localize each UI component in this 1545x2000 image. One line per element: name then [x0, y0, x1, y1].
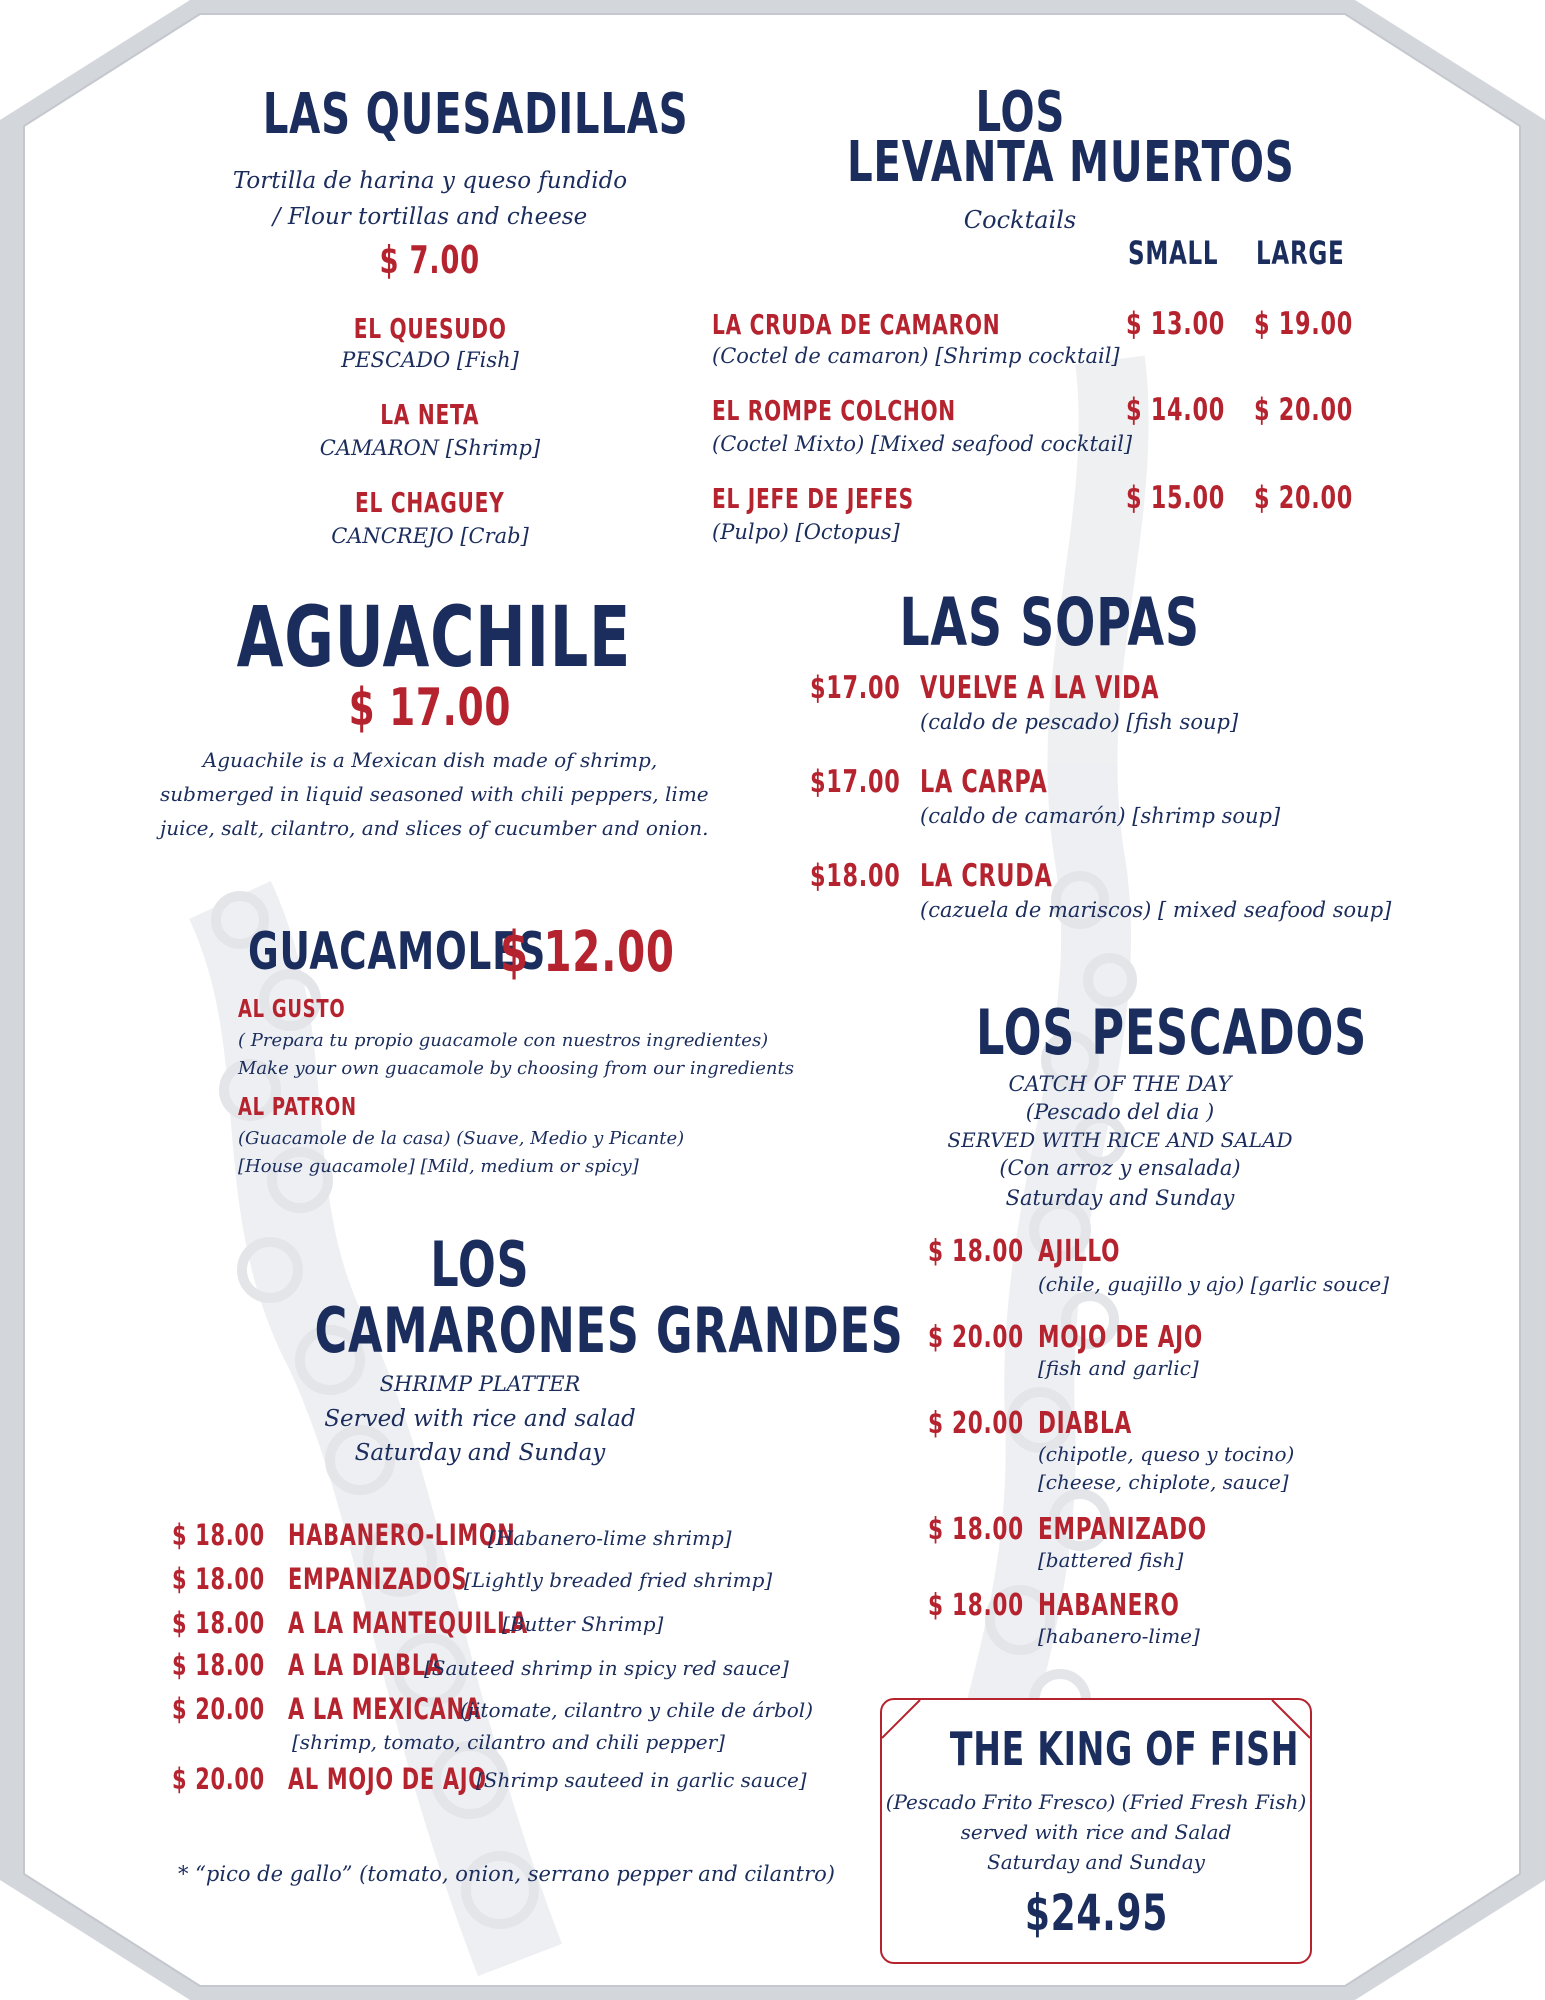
camarones-line-2: Served with rice and salad [324, 1406, 636, 1432]
shrimp-price: $ 18.00 [172, 1648, 265, 1682]
king-line-1: (Pescado Frito Fresco) (Fried Fresh Fish) [885, 1790, 1307, 1814]
quesadillas-desc-1: Tortilla de harina y queso fundido [232, 168, 628, 194]
aguachile-desc-2: submerged in liquid seasoned with chili peppers, lime [160, 782, 709, 806]
shrimp-price: $ 20.00 [172, 1692, 265, 1726]
guacamole-item-name: AL PATRON [238, 1092, 357, 1121]
king-title: THE KING OF FISH [949, 1722, 1300, 1776]
fish-desc: (chile, guajillo y ajo) [garlic souce] [1038, 1272, 1390, 1296]
king-line-3: Saturday and Sunday [987, 1850, 1205, 1874]
quesadilla-item-name: EL QUESUDO [353, 312, 507, 345]
shrimp-name: HABANERO-LIMON [288, 1518, 516, 1552]
cocktail-large-price: $ 20.00 [1254, 392, 1353, 428]
fish-name: DIABLA [1038, 1406, 1132, 1441]
guacamoles-price: $ 12.00 [500, 920, 675, 985]
soup-price: $17.00 [810, 764, 901, 800]
guacamoles-title: GUACAMOLES [248, 922, 547, 982]
shrimp-name: A LA MEXICANA [288, 1692, 482, 1726]
guacamole-item-desc-2: [House guacamole] [Mild, medium or spicy] [238, 1156, 639, 1177]
fish-desc: [battered fish] [1038, 1548, 1184, 1572]
levanta-title-line-2: LEVANTA MUERTOS [847, 130, 1295, 195]
soup-price: $18.00 [810, 858, 901, 894]
levanta-title-line-1: LOS [975, 80, 1065, 145]
shrimp-desc: [Sauteed shrimp in spicy red sauce] [424, 1656, 789, 1680]
aguachile-title: AGUACHILE [236, 588, 632, 686]
camarones-title-line-1: LOS [430, 1228, 530, 1301]
aguachile-desc-3: juice, salt, cilantro, and slices of cucumber and onion. [160, 816, 709, 840]
fish-name: HABANERO [1038, 1588, 1180, 1623]
fish-desc: [habanero-lime] [1038, 1624, 1200, 1648]
camarones-title-line-2: CAMARONES GRANDES [314, 1294, 904, 1367]
fish-price: $ 18.00 [928, 1588, 1024, 1623]
quesadilla-item-name: EL CHAGUEY [355, 486, 505, 519]
shrimp-name: A LA MANTEQUILLA [288, 1606, 528, 1640]
fish-price: $ 20.00 [928, 1406, 1024, 1441]
guacamole-item-desc-1: ( Prepara tu propio guacamole con nuestros ingredientes) [238, 1030, 769, 1051]
cocktail-name: LA CRUDA DE CAMARON [712, 308, 1001, 341]
shrimp-name: EMPANIZADOS [288, 1562, 468, 1596]
cocktail-name: EL ROMPE COLCHON [712, 394, 956, 427]
pico-de-gallo-footnote: * “pico de gallo” (tomato, onion, serrano pepper and cilantro) [178, 1862, 835, 1886]
soup-name: VUELVE A LA VIDA [920, 670, 1160, 706]
cocktail-small-price: $ 14.00 [1126, 392, 1225, 428]
shrimp-price: $ 18.00 [172, 1518, 265, 1552]
aguachile-price: $ 17.00 [348, 678, 512, 738]
shrimp-price: $ 20.00 [172, 1762, 265, 1796]
levanta-col-large: LARGE [1256, 234, 1345, 272]
fish-desc: [fish and garlic] [1038, 1356, 1199, 1380]
pescados-title: LOS PESCADOS [976, 996, 1367, 1069]
quesadilla-item-desc: CANCREJO [Crab] [331, 524, 529, 548]
soup-desc: (cazuela de mariscos) [ mixed seafood soup] [920, 898, 1392, 922]
fish-price: $ 18.00 [928, 1512, 1024, 1547]
cocktail-small-price: $ 13.00 [1126, 306, 1225, 342]
quesadillas-title: LAS QUESADILLAS [262, 82, 689, 147]
pescados-line-2: (Pescado del dia ) [1025, 1100, 1215, 1124]
cocktail-desc: (Coctel Mixto) [Mixed seafood cocktail] [712, 432, 1133, 456]
fish-name: AJILLO [1038, 1234, 1121, 1269]
king-line-2: served with rice and Salad [960, 1820, 1232, 1844]
shrimp-name: AL MOJO DE AJO [288, 1762, 487, 1796]
king-price: $24.95 [1024, 1884, 1168, 1942]
shrimp-desc: (jitomate, cilantro y chile de árbol) [460, 1698, 813, 1722]
cocktail-desc: (Pulpo) [Octopus] [712, 520, 900, 544]
levanta-col-small: SMALL [1128, 234, 1219, 272]
fish-name: EMPANIZADO [1038, 1512, 1207, 1547]
aguachile-desc-1: Aguachile is a Mexican dish made of shrimp, [202, 748, 658, 772]
guacamole-item-name: AL GUSTO [238, 994, 346, 1023]
camarones-line-3: Saturday and Sunday [354, 1440, 606, 1466]
soup-price: $17.00 [810, 670, 901, 706]
guacamole-item-desc-2: Make your own guacamole by choosing from our ingredients [238, 1058, 794, 1079]
quesadillas-price: $ 7.00 [379, 238, 481, 282]
cocktail-large-price: $ 20.00 [1254, 480, 1353, 516]
soup-desc: (caldo de camarón) [shrimp soup] [920, 804, 1281, 828]
king-of-fish-box [880, 1698, 1312, 1964]
camarones-line-1: SHRIMP PLATTER [379, 1372, 581, 1396]
fish-desc: (chipotle, queso y tocino) [1038, 1442, 1295, 1466]
cocktail-desc: (Coctel de camaron) [Shrimp cocktail] [712, 344, 1120, 368]
shrimp-desc: [Lightly breaded fried shrimp] [464, 1568, 773, 1592]
shrimp-desc: [Habanero-lime shrimp] [488, 1526, 732, 1550]
sopas-title: LAS SOPAS [899, 584, 1201, 661]
shrimp-desc-2: [shrimp, tomato, cilantro and chili pepper] [292, 1730, 725, 1754]
quesadilla-item-desc: PESCADO [Fish] [341, 348, 519, 372]
pescados-line-3: SERVED WITH RICE AND SALAD [947, 1128, 1293, 1152]
quesadillas-desc-2: / Flour tortillas and cheese [272, 204, 588, 230]
cocktail-small-price: $ 15.00 [1126, 480, 1225, 516]
cocktail-large-price: $ 19.00 [1254, 306, 1353, 342]
shrimp-price: $ 18.00 [172, 1606, 265, 1640]
quesadillas-section [180, 82, 689, 147]
fish-price: $ 20.00 [928, 1320, 1024, 1355]
cocktail-name: EL JEFE DE JEFES [712, 482, 914, 515]
levanta-subtitle: Cocktails [963, 206, 1077, 234]
quesadilla-item-desc: CAMARON [Shrimp] [319, 436, 541, 460]
quesadilla-item-name: LA NETA [380, 398, 480, 431]
soup-desc: (caldo de pescado) [fish soup] [920, 710, 1239, 734]
shrimp-desc: [Butter Shrimp] [502, 1612, 664, 1636]
pescados-line-4: (Con arroz y ensalada) [999, 1156, 1241, 1180]
fish-desc-2: [cheese, chiplote, sauce] [1038, 1470, 1289, 1494]
fish-price: $ 18.00 [928, 1234, 1024, 1269]
pescados-line-1: CATCH OF THE DAY [1008, 1072, 1232, 1096]
pescados-line-5: Saturday and Sunday [1005, 1186, 1235, 1210]
shrimp-price: $ 18.00 [172, 1562, 265, 1596]
soup-name: LA CARPA [920, 764, 1048, 800]
fish-name: MOJO DE AJO [1038, 1320, 1204, 1355]
guacamole-item-desc-1: (Guacamole de la casa) (Suave, Medio y Picante) [238, 1128, 685, 1149]
shrimp-name: A LA DIABLA [288, 1648, 443, 1682]
soup-name: LA CRUDA [920, 858, 1053, 894]
shrimp-desc: [Shrimp sauteed in garlic sauce] [476, 1768, 807, 1792]
